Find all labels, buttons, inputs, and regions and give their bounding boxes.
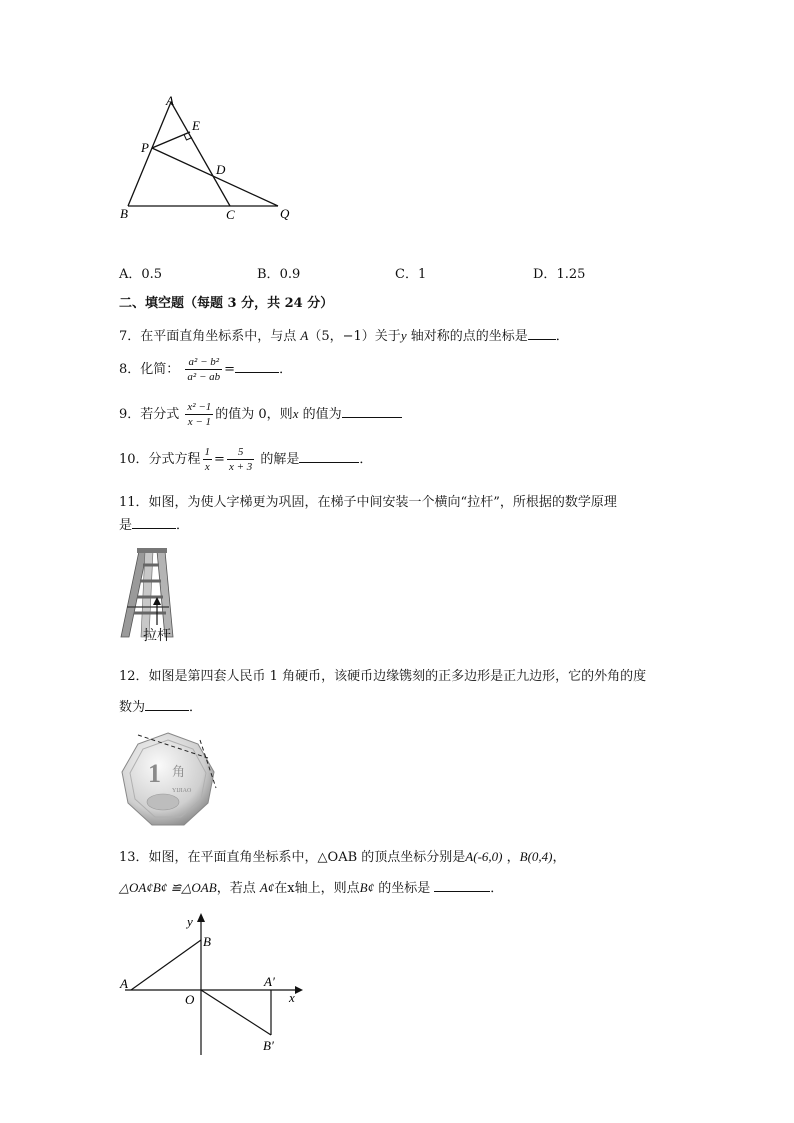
label-Q: Q (280, 206, 290, 221)
fraction-9: $\frac{\text{x² −1}}{x - 1}$ (187, 401, 212, 428)
point-label-B-prime: B′ (263, 1038, 274, 1053)
choice-a: A．0.5 (119, 267, 163, 282)
label-B: B (120, 206, 128, 221)
choice-b: B．0.9 (257, 267, 301, 282)
question-8: 8．化简： $\frac{\text{a² − b²}}{\text{a² − ab}}$ = ． (119, 356, 293, 383)
label-E: E (192, 118, 200, 133)
coin-char: 角 (172, 764, 186, 779)
label-A: A (166, 93, 174, 108)
choice-c: C．1 (395, 267, 427, 282)
section-title: 二、填空题（每题 3 分，共 24 分） (119, 296, 334, 311)
answer-blank-8[interactable] (235, 360, 279, 373)
point-label-O: O (185, 992, 195, 1007)
question-10: 10．分式方程 $\frac{1}{x}$ = $\frac{5}{x + 3}$ 的解是 ． (119, 446, 373, 473)
point-label-B: B (203, 934, 211, 949)
choice-d: D．1.25 (533, 267, 586, 282)
question-7: 7．在平面直角坐标系中，与点 A（5，−1）关于y 轴对称的点的坐标是 ． (119, 328, 569, 344)
answer-blank-10[interactable] (299, 450, 359, 463)
fraction-10b: $\frac{5}{x + 3}$ (228, 446, 253, 473)
question-12-line2: 数为 ． (119, 700, 203, 715)
coin-image (118, 730, 218, 830)
triangle-figure (110, 88, 300, 228)
question-11-line1: 11．如图，为使人字梯更为巩固，在梯子中间安装一个横向“拉杆”，所根据的数学原理 (119, 495, 617, 510)
coin-text: YIJIAO (172, 788, 192, 794)
answer-blank-11[interactable] (132, 516, 176, 529)
axis-label-y: y (187, 914, 193, 929)
label-C: C (226, 207, 235, 222)
answer-blank-7[interactable] (528, 327, 556, 340)
point-label-A-prime: A′ (264, 974, 275, 989)
question-12-line1: 12．如图是第四套人民币 1 角硬币，该硬币边缘镌刻的正多边形是正九边形，它的外角的度 (119, 669, 647, 684)
question-9: 9．若分式 $\frac{\text{x² −1}}{x - 1}$ 的值为 0，则x 的值为 (119, 400, 402, 429)
answer-blank-13[interactable] (434, 879, 490, 892)
answer-blank-12[interactable] (145, 698, 189, 711)
axis-label-x: x (289, 990, 295, 1005)
fraction-10a: $\frac{1}{x}$ (204, 446, 211, 473)
fraction-8: $\frac{\text{a² − b²}}{\text{a² − ab}}$ (187, 356, 221, 383)
question-11-line2: 是 ． (119, 518, 190, 533)
label-D: D (216, 162, 226, 177)
question-13-line1: 13．如图，在平面直角坐标系中，△OAB 的顶点坐标分别是A(-6,0) ，B(0,4)， (119, 849, 566, 865)
ladder-caption: 拉杆 (143, 628, 171, 644)
answer-blank-9[interactable] (342, 405, 402, 418)
question-13-line2: △OA¢B¢ ≌△OAB，若点 A¢在x轴上，则点B¢ 的坐标是 ． (119, 880, 504, 896)
point-label-A: A (120, 976, 128, 991)
label-P: P (141, 140, 149, 155)
coin-digit: 1 (148, 759, 161, 788)
coordinate-figure (115, 910, 305, 1060)
